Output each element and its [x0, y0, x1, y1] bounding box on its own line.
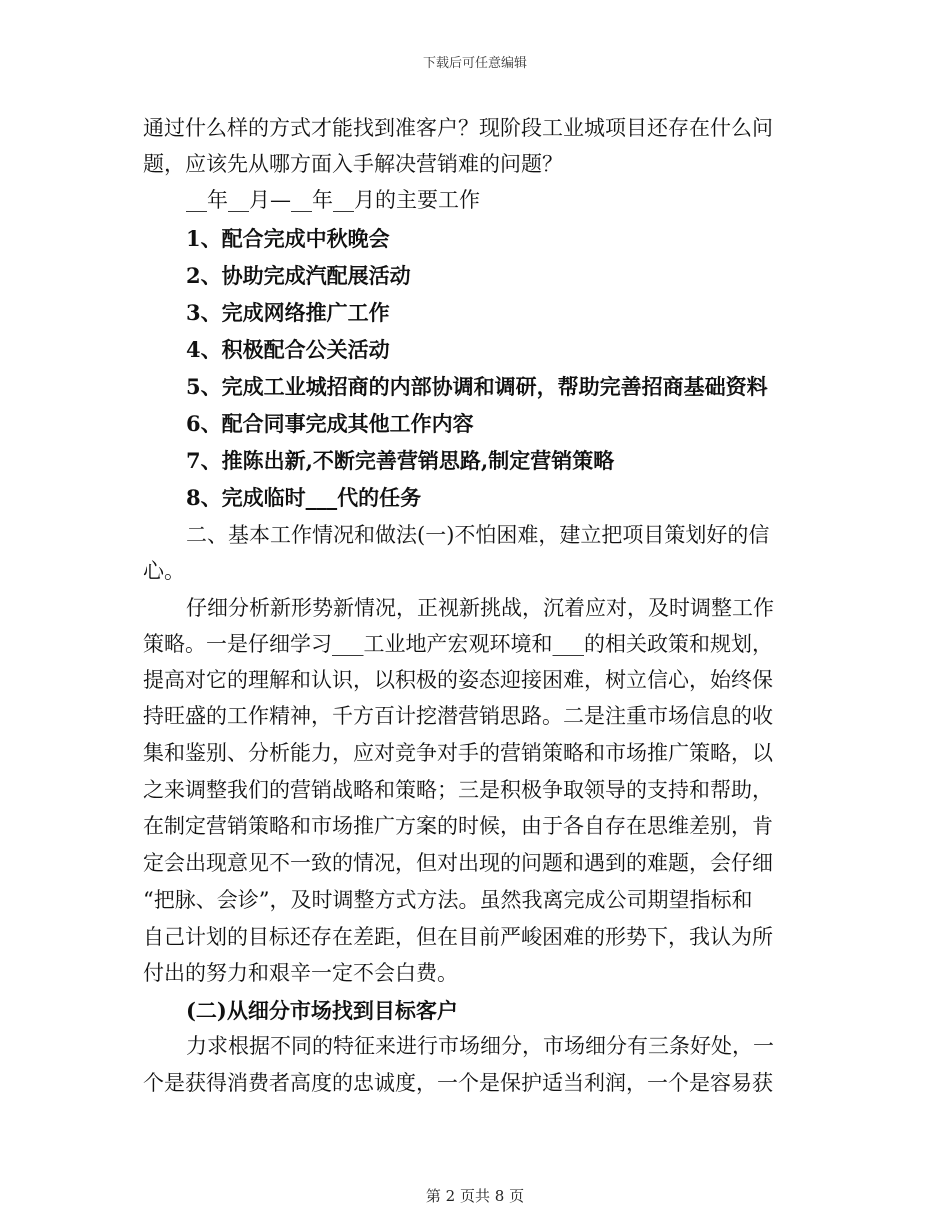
- text-line: 仔细分析新形势新情况，正视新挑战，沉着应对，及时调整工作: [186, 596, 774, 620]
- text-line: 心。: [143, 559, 185, 583]
- list-item: 7、推陈出新,不断完善营销思路,制定营销策略: [186, 448, 615, 473]
- list-item: 5、完成工业城招商的内部协调和调研，帮助完善招商基础资料: [186, 374, 768, 399]
- text-line: 定会出现意见不一致的情况，但对出现的问题和遇到的难题，会仔细: [143, 851, 773, 875]
- text-line: 在制定营销策略和市场推广方案的时候，由于各自存在思维差别，肯: [143, 814, 773, 838]
- text-line: 通过什么样的方式才能找到准客户？现阶段工业城项目还存在什么问: [143, 116, 773, 140]
- text-line: 之来调整我们的营销战略和策略；三是积极争取领导的支持和帮助，: [143, 778, 773, 802]
- text-line: 力求根据不同的特征来进行市场细分，市场细分有三条好处，一: [186, 1034, 774, 1058]
- list-item: 1、配合完成中秋晚会: [186, 226, 390, 251]
- list-item: 2、协助完成汽配展活动: [186, 263, 411, 288]
- text-line: “把脉、会诊”，及时调整方式方法。虽然我离完成公司期望指标和: [143, 888, 753, 912]
- text-line: 付出的努力和艰辛一定不会白费。: [143, 961, 458, 985]
- text-line: 策略。一是仔细学习___工业地产宏观环境和___的相关政策和规划，: [143, 632, 773, 656]
- text-line: 持旺盛的工作精神，千方百计挖潜营销思路。二是注重市场信息的收: [143, 704, 773, 728]
- list-item: 8、完成临时___代的任务: [186, 485, 422, 510]
- text-line: 题，应该先从哪方面入手解决营销难的问题？: [143, 152, 563, 176]
- page-footer: 第 2 页共 8 页: [425, 1187, 525, 1205]
- text-line: 个是获得消费者高度的忠诚度，一个是保护适当利润，一个是容易获: [143, 1071, 773, 1095]
- list-item: 4、积极配合公关活动: [186, 337, 390, 362]
- text-line: 集和鉴别、分析能力，应对竞争对手的营销策略和市场推广策略，以: [143, 741, 773, 765]
- section-heading: 二、基本工作情况和做法(一)不怕困难，建立把项目策划好的信: [186, 523, 770, 547]
- section-heading: (二)从细分市场找到目标客户: [186, 998, 458, 1023]
- text-line: __年__月—__年__月的主要工作: [186, 188, 480, 212]
- text-line: 提高对它的理解和认识，以积极的姿态迎接困难，树立信心，始终保: [143, 668, 773, 692]
- text-line: 自己计划的目标还存在差距，但在目前严峻困难的形势下，我认为所: [143, 925, 773, 949]
- list-item: 6、配合同事完成其他工作内容: [186, 411, 474, 436]
- list-item: 3、完成网络推广工作: [186, 300, 390, 325]
- page-header: 下载后可任意编辑: [422, 56, 527, 71]
